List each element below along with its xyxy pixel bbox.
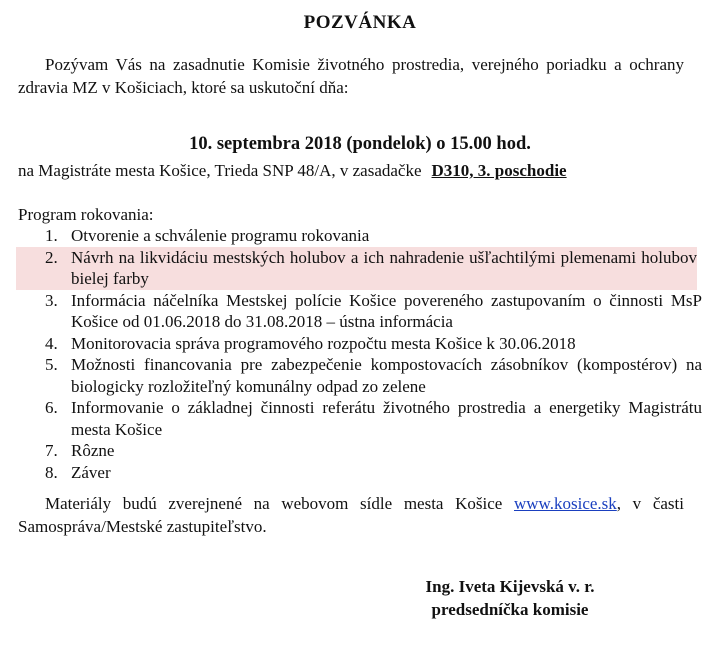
agenda-item-text: Informácia náčelníka Mestskej polície Košice povereného zastupovaním o činnosti MsP Košice od 01.06.2018 do 31.08.2018 – ústna informácia [71, 290, 702, 331]
materials-note-tail: , v časti Samospráva/Mestské zastupiteľstvo. [18, 494, 684, 536]
meeting-place [18, 160, 698, 182]
meeting-place-text: na Magistráte mesta Košice, Trieda SNP 48/A, v zasadačke [18, 161, 422, 180]
agenda-item [18, 333, 702, 355]
program-label: Program rokovania: [18, 205, 154, 224]
signatory-role: predsedníčka komisie [431, 600, 589, 619]
agenda-item-number: 5. [45, 355, 58, 374]
agenda-item [18, 462, 702, 484]
agenda-item-text: Otvorenie a schválenie programu rokovania [71, 226, 370, 245]
agenda-item [18, 354, 702, 397]
agenda-item-number: 1. [45, 226, 58, 245]
agenda-list [18, 225, 702, 483]
agenda-item-number: 3. [45, 290, 58, 310]
agenda-item-number: 8. [45, 462, 58, 482]
agenda-item-number: 4. [45, 333, 58, 353]
agenda-item-text: Monitorovacia správa programového rozpočtu mesta Košice k 30.06.2018 [71, 333, 576, 353]
materials-note-text: Materiály budú zverejnené na webovom sídle mesta Košice [45, 494, 514, 513]
agenda-item-text: Rôzne [71, 441, 115, 460]
agenda-item-text: Záver [71, 462, 111, 482]
meeting-date: 10. septembra 2018 (pondelok) o 15.00 hod. [189, 134, 531, 154]
signatory-name: Ing. Iveta Kijevská v. r. [425, 577, 595, 596]
agenda-item-text: Návrh na likvidáciu mestských holubov a ich nahradenie ušľachtilými plemenami holubov bielej farby [71, 247, 697, 288]
materials-note [18, 492, 684, 538]
agenda-item [18, 440, 702, 462]
signature-block [380, 575, 640, 621]
document-title: POZVÁNKA [303, 12, 417, 33]
agenda-item-number: 2. [45, 247, 58, 267]
agenda-item-number: 7. [45, 441, 58, 460]
agenda-item [18, 225, 702, 247]
agenda-item [18, 290, 702, 333]
agenda-item [18, 397, 702, 440]
website-link[interactable]: www.kosice.sk [514, 494, 617, 513]
agenda-item-text: Možnosti financovania pre zabezpečenie kompostovacích zásobníkov (kompostérov) na biologicky rozložiteľný komunálny odpad zo zelene [71, 355, 702, 396]
intro-paragraph: Pozývam Vás na zasadnutie Komisie životného prostredia, verejného poriadku a ochrany zdravia MZ v Košiciach, ktoré sa uskutoční dňa: [18, 55, 684, 97]
agenda-item-text: Informovanie o základnej činnosti referátu životného prostredia a energetiky Magistrátu mesta Košice [71, 398, 702, 439]
agenda-item-highlighted [16, 247, 697, 290]
meeting-room: D310, 3. poschodie [431, 161, 567, 180]
agenda-item-number: 6. [45, 398, 58, 417]
